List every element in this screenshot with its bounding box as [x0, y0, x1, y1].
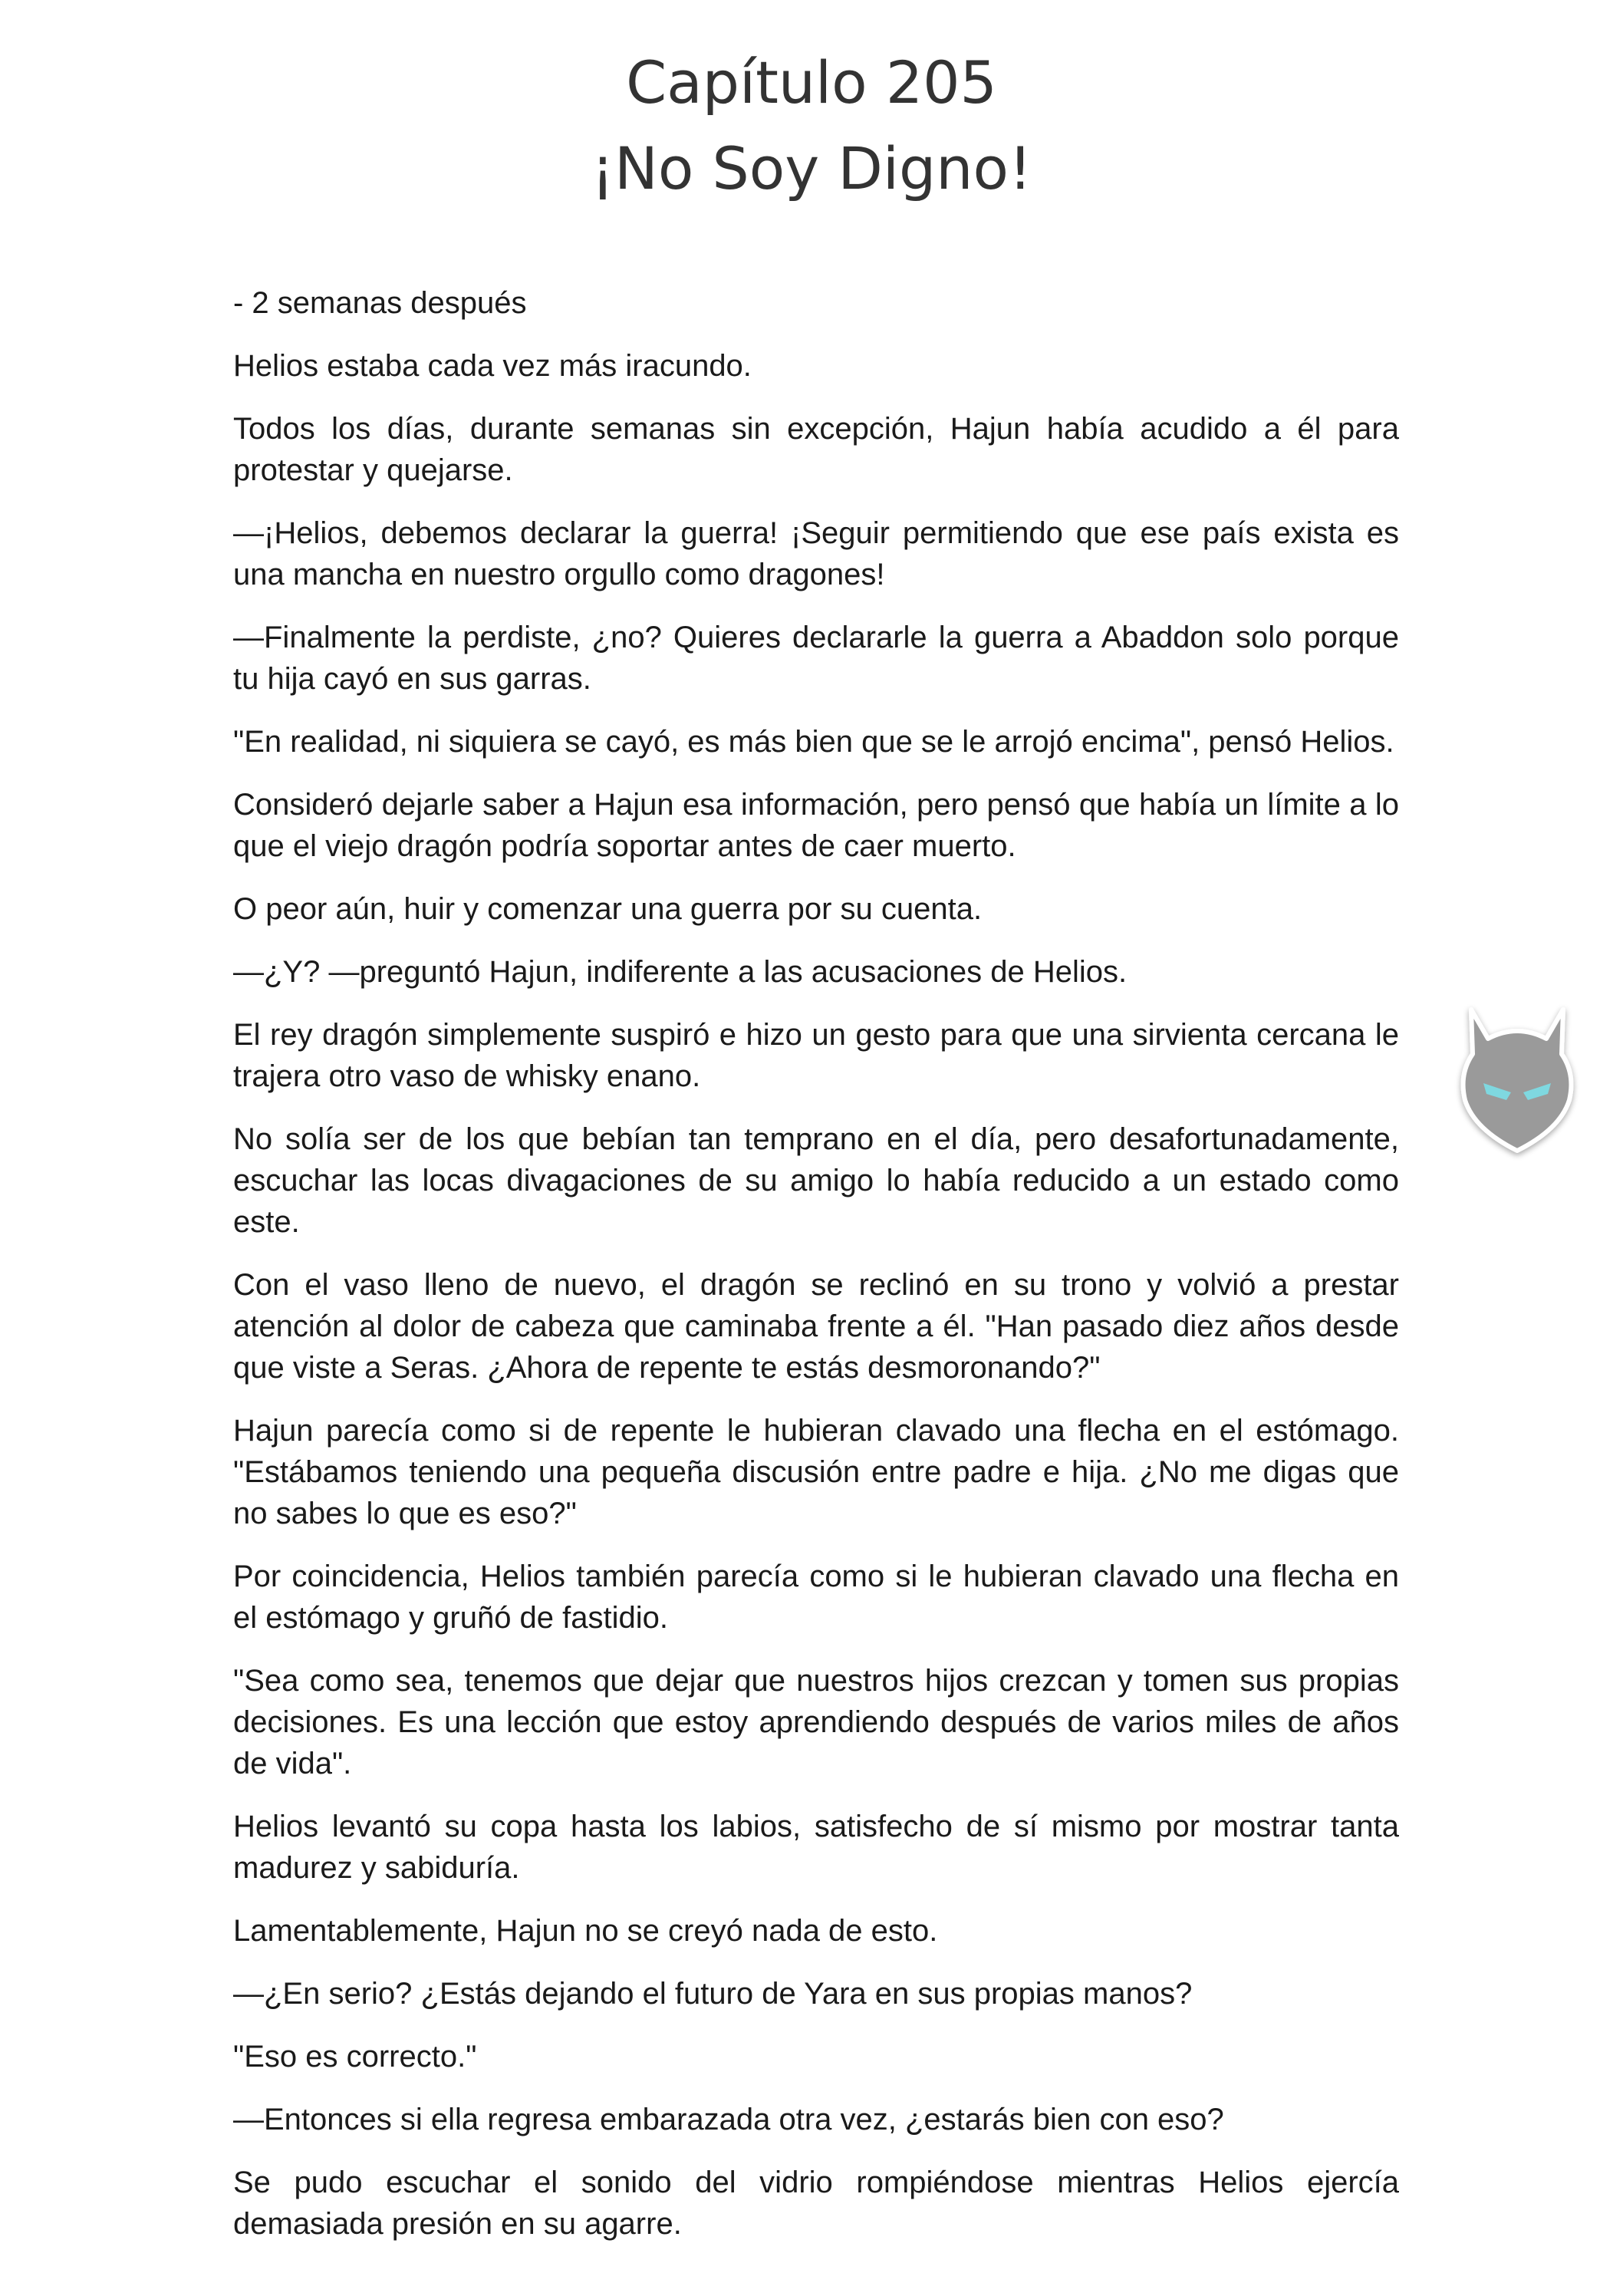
paragraph: Helios estaba cada vez más iracundo.: [233, 349, 752, 383]
paragraph: Se pudo escuchar el sonido del vidrio rompiéndose mientras Helios ejercía demasiada presión en su agarre.: [233, 2166, 1399, 2241]
paragraph: —Finalmente la perdiste, ¿no? Quieres declararle la guerra a Abaddon solo porque tu hija cayó en sus garras.: [233, 621, 1399, 696]
chapter-title: ¡No Soy Digno!: [591, 134, 1032, 203]
paragraph: Por coincidencia, Helios también parecía como si le hubieran clavado una flecha en el estómago y gruñó de fastidio.: [233, 1560, 1399, 1635]
paragraph: No solía ser de los que bebían tan temprano en el día, pero desafortunadamente, escuchar las locas divagaciones de su amigo lo había reducido a un estado como este.: [233, 1122, 1399, 1239]
paragraph: O peor aún, huir y comenzar una guerra por su cuenta.: [233, 892, 983, 926]
paragraph: El rey dragón simplemente suspiró e hizo un gesto para que una sirvienta cercana le trajera otro vaso de whisky enano.: [233, 1018, 1399, 1093]
paragraph: "Sea como sea, tenemos que dejar que nuestros hijos crezcan y tomen sus propias decisiones. Es una lección que estoy aprendiendo después de varios miles de años de vida".: [233, 1664, 1399, 1780]
paragraph: "Eso es correcto.": [233, 2040, 477, 2074]
chapter-number: Capítulo 205: [626, 48, 997, 117]
paragraph: —¿En serio? ¿Estás dejando el futuro de Yara en sus propias manos?: [233, 1977, 1193, 2011]
demon-head-shape: [1463, 1010, 1572, 1151]
paragraph: Todos los días, durante semanas sin excepción, Hajun había acudido a él para protestar y quejarse.: [233, 412, 1399, 487]
paragraph: Hajun parecía como si de repente le hubieran clavado una flecha en el estómago. "Estábamos teniendo una pequeña discusión entre padre e hija. ¿No me digas que no sabes lo que es eso?": [233, 1414, 1399, 1530]
paragraph: Lamentablemente, Hajun no se creyó nada de esto.: [233, 1914, 938, 1948]
paragraph: Helios levantó su copa hasta los labios, satisfecho de sí mismo por mostrar tanta madurez y sabiduría.: [233, 1810, 1399, 1885]
paragraph: - 2 semanas después: [233, 286, 527, 320]
paragraph: —¿Y? —preguntó Hajun, indiferente a las acusaciones de Helios.: [233, 955, 1128, 989]
paragraph: —Entonces si ella regresa embarazada otra vez, ¿estarás bien con eso?: [233, 2103, 1224, 2136]
paragraph: Con el vaso lleno de nuevo, el dragón se reclinó en su trono y volvió a prestar atención al dolor de cabeza que caminaba frente a él. "Han pasado diez años desde que viste a Seras. ¿Ahora de repente te estás desmoronando?": [233, 1268, 1399, 1385]
paragraph: Consideró dejarle saber a Hajun esa información, pero pensó que había un límite a lo que el viejo dragón podría soportar antes de caer muerto.: [233, 788, 1399, 863]
chapter-body: [233, 282, 1399, 2266]
demon-head-icon: [1440, 994, 1594, 1163]
chapter-header: [0, 40, 1623, 212]
paragraph: —¡Helios, debemos declarar la guerra! ¡Seguir permitiendo que ese país exista es una mancha en nuestro orgullo como dragones!: [233, 516, 1399, 591]
paragraph: "En realidad, ni siquiera se cayó, es más bien que se le arrojó encima", pensó Helios.: [233, 725, 1394, 759]
